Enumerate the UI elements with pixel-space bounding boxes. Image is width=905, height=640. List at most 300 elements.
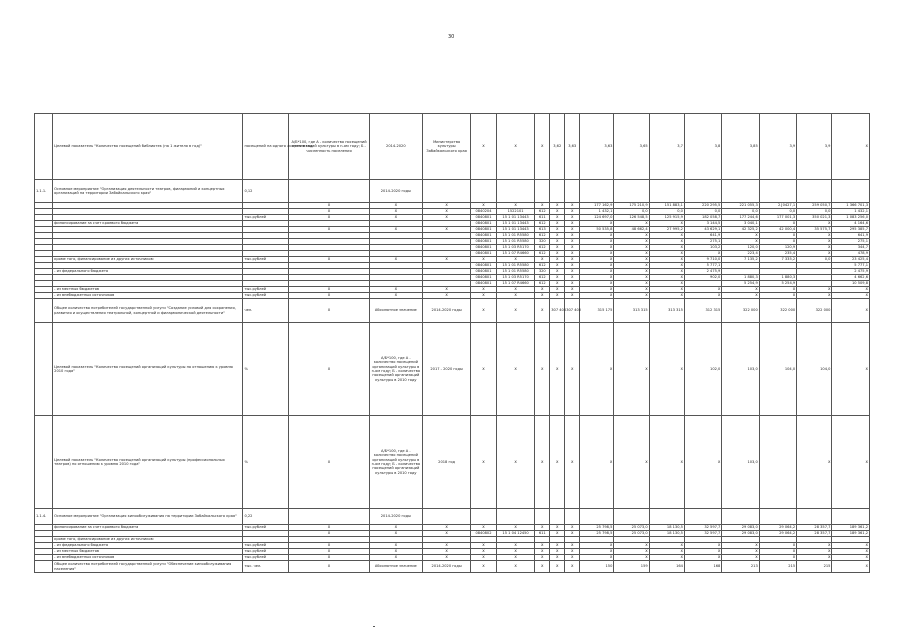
table-cell: 215 <box>759 561 796 573</box>
table-cell: 2 475,9 <box>684 269 721 275</box>
description-cell: Целевой показатель "Количество посещений библиотек (на 1 жителя в год)" <box>53 114 243 180</box>
table-cell: 322 000 <box>797 299 832 323</box>
table-cell: 42 325,2 <box>722 227 759 233</box>
table-cell: Х <box>423 287 471 293</box>
table-cell: 7 335,2 <box>759 257 796 263</box>
table-cell: Х <box>759 549 796 555</box>
table-cell: 0840801 <box>471 269 497 275</box>
table-cell: 104,0 <box>759 323 796 416</box>
table-cell: 10 509,8 <box>832 281 870 287</box>
table-cell: Х <box>759 221 796 227</box>
table-cell: тыс. чел. <box>243 561 289 573</box>
table-cell: Х <box>649 257 684 263</box>
table-cell: % <box>243 416 289 509</box>
table-cell: Х <box>471 549 497 555</box>
table-cell: Х <box>797 287 832 293</box>
row-number-cell: 1.1.4. <box>35 509 53 525</box>
table-cell: Х <box>550 525 565 531</box>
table-cell: Х <box>369 257 422 263</box>
table-cell: Х <box>832 543 870 549</box>
table-cell: Х <box>649 416 684 509</box>
table-cell: Х <box>797 251 832 257</box>
table-cell: Х <box>289 531 369 537</box>
table-cell <box>649 509 684 525</box>
table-cell: A/Б*100, где А - количество посещений организаций культуры в n-ом году; Б - численность населения <box>289 114 369 180</box>
table-cell: Х <box>535 257 550 263</box>
table-cell: Х <box>289 203 369 209</box>
table-cell: Х <box>614 549 649 555</box>
table-cell: Х <box>580 293 614 299</box>
table-cell <box>684 180 721 203</box>
table-cell: Х <box>759 293 796 299</box>
table-cell: Х <box>565 525 580 531</box>
table-cell <box>580 509 614 525</box>
table-cell: 168 <box>684 561 721 573</box>
table-cell: Х <box>550 263 565 269</box>
table-cell: 182 058,7 <box>684 215 721 221</box>
table-cell: 0840801 <box>471 227 497 233</box>
table-cell <box>471 509 497 525</box>
table-cell: Х <box>614 555 649 561</box>
table-cell: 3,9 <box>759 114 796 180</box>
table-cell: Х <box>649 293 684 299</box>
table-cell: Х <box>832 549 870 555</box>
table-cell: 15 1 01 R5580 <box>496 233 534 239</box>
table-cell: 3,85 <box>722 114 759 180</box>
table-cell <box>565 509 580 525</box>
table-cell: 4 164,6 <box>832 221 870 227</box>
table-cell: 223,4 <box>722 251 759 257</box>
table-cell: 221 055,3 <box>722 203 759 209</box>
table-cell: 0840801 <box>471 215 497 221</box>
table-cell: Х <box>550 287 565 293</box>
table-cell: Х <box>614 269 649 275</box>
table-cell: 2014-2020 годы <box>423 299 471 323</box>
table-cell: 0,0 <box>649 209 684 215</box>
table-cell: 2014-2020 годы <box>423 561 471 573</box>
table-cell: 3 144,5 <box>684 221 721 227</box>
table-row <box>35 561 870 573</box>
table-cell: 1 432,1 <box>580 209 614 215</box>
table-cell: тыс.рублей <box>243 543 289 549</box>
table-cell: 0840801 <box>471 251 497 257</box>
table-cell: 344,7 <box>832 245 870 251</box>
table-row <box>35 416 870 509</box>
table-cell: 104,0 <box>797 323 832 416</box>
table-cell: 320 <box>535 239 550 245</box>
table-cell: 0840802 <box>471 531 497 537</box>
table-cell: 189 361,2 <box>832 531 870 537</box>
table-cell: Х <box>797 543 832 549</box>
table-cell: Х <box>565 215 580 221</box>
table-cell: посещений на одного жителя в год <box>243 114 289 180</box>
table-cell: Х <box>832 561 870 573</box>
table-cell: чел. <box>243 299 289 323</box>
table-cell: Х <box>565 323 580 416</box>
table-cell: 1 083 256,0 <box>832 215 870 221</box>
table-cell <box>759 509 796 525</box>
table-cell: Х <box>580 263 614 269</box>
table-cell: тыс.рублей <box>243 215 289 221</box>
table-cell: Х <box>580 275 614 281</box>
table-cell: Х <box>580 549 614 555</box>
table-cell: Х <box>550 239 565 245</box>
table-cell: 4 662,6 <box>832 275 870 281</box>
table-cell: Х <box>496 114 534 180</box>
table-cell: 2014-2020 годы <box>369 180 422 203</box>
table-cell: 103,0 <box>722 323 759 416</box>
table-cell: 151 883,1 <box>649 203 684 209</box>
table-cell: Х <box>565 257 580 263</box>
table-cell: 235,4 <box>759 251 796 257</box>
table-cell: Х <box>565 251 580 257</box>
table-cell: Х <box>369 215 422 221</box>
table-cell: Х <box>535 114 550 180</box>
table-cell: 2014-2020 годы <box>369 509 422 525</box>
table-cell: 15 1 01 13443 <box>496 215 534 221</box>
table-cell: 35 575,7 <box>797 227 832 233</box>
table-cell: 2{0427,1 <box>759 203 796 209</box>
table-cell: Х <box>496 299 534 323</box>
table-cell: Х <box>550 203 565 209</box>
table-cell: Х <box>614 257 649 263</box>
table-cell: 25 798,5 <box>580 531 614 537</box>
table-cell: 3,7 <box>649 114 684 180</box>
table-cell: Х <box>423 525 471 531</box>
table-cell: Х <box>580 287 614 293</box>
table-cell: 125 915,9 <box>649 215 684 221</box>
table-cell: Х <box>423 227 471 233</box>
table-cell: 0840801 <box>471 233 497 239</box>
table-cell: 15 1 01 13443 <box>496 221 534 227</box>
description-cell: Целевой показатель "Количество посещений организаций культуры по отношению к уровню 2010 года" <box>53 323 243 416</box>
table-cell: Х <box>797 239 832 245</box>
table-cell <box>496 509 534 525</box>
table-cell: 275,1 <box>684 239 721 245</box>
table-cell: 175 210,9 <box>614 203 649 209</box>
description-cell: - из местных бюджетов <box>53 287 243 293</box>
table-cell: Х <box>565 233 580 239</box>
table-cell: 15 1 03 R5170 <box>496 275 534 281</box>
description-cell: финансирование за счет краевого бюджета <box>53 221 243 227</box>
table-cell: Х <box>722 287 759 293</box>
scan-mark <box>373 626 375 627</box>
table-cell: Х <box>496 543 534 549</box>
table-cell: 322 000 <box>722 299 759 323</box>
table-cell: Х <box>684 287 721 293</box>
table-cell: Х <box>565 269 580 275</box>
table-cell: Х <box>471 293 497 299</box>
table-cell: 28 357,7 <box>797 531 832 537</box>
table-cell: % <box>243 323 289 416</box>
table-cell: 611 <box>535 531 550 537</box>
table-cell: 1 880,3 <box>759 275 796 281</box>
table-cell: 15 1 07 R4660 <box>496 281 534 287</box>
table-cell: Х <box>580 233 614 239</box>
table-cell: 322 000 <box>759 299 796 323</box>
table-cell: Х <box>797 221 832 227</box>
table-cell: Х <box>614 543 649 549</box>
table-cell <box>423 509 471 525</box>
table-cell: Х <box>759 287 796 293</box>
description-cell: Общее количество потребителей государственной услуги "Обеспечение кинообслуживания населения" <box>53 561 243 573</box>
table-cell: тыс.рублей <box>243 549 289 555</box>
table-cell: Х <box>649 281 684 287</box>
table-cell: тыс.рублей <box>243 257 289 263</box>
table-cell: Х <box>550 269 565 275</box>
table-cell: Х <box>722 555 759 561</box>
table-cell: Х <box>423 203 471 209</box>
table-cell: 213 <box>722 561 759 573</box>
table-cell: тыс.рублей <box>243 525 289 531</box>
table-cell: Х <box>289 287 369 293</box>
table-cell <box>471 180 497 203</box>
table-cell <box>684 509 721 525</box>
table-cell: 0840801 <box>471 281 497 287</box>
table-cell: Х <box>369 543 422 549</box>
table-cell: Х <box>832 299 870 323</box>
table-cell: 15 1 04 12450 <box>496 531 534 537</box>
table-cell: 275,1 <box>832 239 870 245</box>
table-cell: Х <box>580 257 614 263</box>
table-cell: Х <box>565 531 580 537</box>
table-cell: Х <box>797 549 832 555</box>
table-cell: Х <box>496 257 534 263</box>
table-cell: 259 050,7 <box>797 203 832 209</box>
table-cell: 3,63 <box>565 114 580 180</box>
table-cell: Х <box>684 251 721 257</box>
table-cell: Х <box>614 416 649 509</box>
table-cell: Х <box>565 227 580 233</box>
table-cell: Х <box>797 245 832 251</box>
table-cell: 295 385,7 <box>832 227 870 233</box>
table-cell: 0840801 <box>471 263 497 269</box>
description-cell: - из внебюджетных источников <box>53 555 243 561</box>
table-cell: 5 254,9 <box>722 281 759 287</box>
table-cell: Х <box>535 293 550 299</box>
table-cell: Х <box>832 293 870 299</box>
table-cell: Х <box>649 263 684 269</box>
table-cell: 48 662,4 <box>614 227 649 233</box>
table-cell: Х <box>614 245 649 251</box>
table-cell: тыс.рублей <box>243 293 289 299</box>
table-cell: 2 475,9 <box>832 269 870 275</box>
table-cell: Х <box>580 543 614 549</box>
table-cell: Х <box>565 221 580 227</box>
table-cell: Х <box>550 275 565 281</box>
table-cell: Х <box>649 245 684 251</box>
table-cell <box>550 180 565 203</box>
table-cell: Х <box>423 543 471 549</box>
table-cell: Х <box>649 221 684 227</box>
table-cell: Х <box>369 525 422 531</box>
table-cell: Х <box>550 561 565 573</box>
table-cell: 29 064,2 <box>759 531 796 537</box>
table-cell <box>423 180 471 203</box>
table-cell: A/Б*100, где А - количество посещений организаций культуры в n-ом году; Б - количество посещений организаций культуры в 2010 году <box>369 323 422 416</box>
table-cell: 611 <box>535 215 550 221</box>
table-cell: Х <box>496 561 534 573</box>
table-cell: Х <box>580 281 614 287</box>
table-cell: Х <box>614 293 649 299</box>
table-cell: Х <box>722 233 759 239</box>
table-cell <box>535 180 550 203</box>
table-row <box>35 299 870 323</box>
table-cell: Х <box>471 543 497 549</box>
table-cell: Х <box>550 245 565 251</box>
table-cell: тыс.рублей <box>243 555 289 561</box>
table-cell: 177 244,6 <box>722 215 759 221</box>
table-cell: Х <box>496 293 534 299</box>
table-cell: Х <box>759 555 796 561</box>
table-cell: Х <box>614 323 649 416</box>
description-cell: Основное мероприятие "Организация кинообслуживания на территории Забайкальского края" <box>53 509 243 525</box>
table-cell: Х <box>580 323 614 416</box>
table-cell: Х <box>289 299 369 323</box>
table-cell: Х <box>289 561 369 573</box>
table-cell: Х <box>649 543 684 549</box>
table-cell: 164 <box>649 561 684 573</box>
table-cell: 15 1 01 13443 <box>496 227 534 233</box>
table-cell <box>614 180 649 203</box>
table-cell: 3,63 <box>580 114 614 180</box>
table-cell: Х <box>289 209 369 215</box>
table-cell: Х <box>722 293 759 299</box>
table-cell <box>649 180 684 203</box>
table-cell: 102,0 <box>684 323 721 416</box>
table-cell: Абсолютное значение <box>369 561 422 573</box>
row-number-cell <box>35 323 53 416</box>
table-cell: Х <box>423 531 471 537</box>
table-cell: Х <box>423 549 471 555</box>
table-cell: 103,2 <box>684 245 721 251</box>
table-cell: 3,65 <box>614 114 649 180</box>
table-cell: Х <box>722 239 759 245</box>
description-cell: Основное мероприятие "Организация деятельности театров, филармоний и концертных организаций на территории Забайкальского края" <box>53 180 243 203</box>
table-cell: 25 798,5 <box>580 525 614 531</box>
table-cell: 32 597,7 <box>684 525 721 531</box>
table-cell <box>496 180 534 203</box>
table-cell <box>565 180 580 203</box>
table-cell: Х <box>369 531 422 537</box>
table-cell: Х <box>369 287 422 293</box>
table-cell: 220 295,5 <box>684 203 721 209</box>
table-cell: Х <box>614 281 649 287</box>
table-cell: Х <box>535 543 550 549</box>
table-cell: Х <box>471 299 497 323</box>
table-cell: 9 710,0 <box>684 257 721 263</box>
table-cell: Х <box>759 233 796 239</box>
table-cell: Х <box>289 416 369 509</box>
table-cell: 32 597,7 <box>684 531 721 537</box>
table-cell: 612 <box>535 245 550 251</box>
row-number-cell <box>35 561 53 573</box>
table-cell: Х <box>565 263 580 269</box>
table-cell: Х <box>832 323 870 416</box>
table-cell <box>722 180 759 203</box>
table-cell <box>614 509 649 525</box>
table-cell: 0,22 <box>243 509 289 525</box>
table-cell: Х <box>565 245 580 251</box>
table-cell: 320 <box>535 269 550 275</box>
table-cell: Х <box>496 555 534 561</box>
table-cell: Х <box>471 561 497 573</box>
table-cell: Х <box>649 233 684 239</box>
table-cell: Х <box>550 281 565 287</box>
table-cell: 1522101 <box>496 209 534 215</box>
table-cell: Х <box>832 114 870 180</box>
table-cell <box>722 509 759 525</box>
table-cell: Х <box>580 239 614 245</box>
table-cell: Х <box>535 549 550 555</box>
table-cell: 0840801 <box>471 221 497 227</box>
table-cell: Х <box>565 281 580 287</box>
table-cell: 0,12 <box>243 180 289 203</box>
table-cell: Х <box>471 555 497 561</box>
table-cell: 313 315 <box>649 299 684 323</box>
table-cell: Х <box>289 555 369 561</box>
table-cell: Х <box>565 239 580 245</box>
table-cell: Х <box>797 555 832 561</box>
table-cell: Х <box>471 525 497 531</box>
table-cell: 15 1 01 R5580 <box>496 269 534 275</box>
table-cell: Х <box>535 555 550 561</box>
table-cell: Х <box>565 561 580 573</box>
description-cell: - из федерального бюджета <box>53 543 243 549</box>
table-cell: Х <box>550 543 565 549</box>
table-cell: Х <box>369 227 422 233</box>
table-cell: Х <box>550 323 565 416</box>
table-cell: 23 425,4 <box>832 257 870 263</box>
table-cell: Х <box>471 416 497 509</box>
table-cell: Х <box>535 525 550 531</box>
table-cell: Х <box>759 543 796 549</box>
table-cell: Х <box>580 245 614 251</box>
table-cell: 5 777,1 <box>832 263 870 269</box>
table-cell: 42 000,4 <box>759 227 796 233</box>
table-row <box>35 323 870 416</box>
table-cell: 189 361,2 <box>832 525 870 531</box>
table-cell: Х <box>496 323 534 416</box>
row-number-cell <box>35 299 53 323</box>
table-cell: Х <box>289 257 369 263</box>
table-cell: 0840801 <box>471 239 497 245</box>
description-cell: - из внебюджетных источников <box>53 293 243 299</box>
table-cell: Х <box>649 287 684 293</box>
table-cell: Х <box>550 227 565 233</box>
table-cell: Х <box>797 416 832 509</box>
table-cell: Х <box>423 209 471 215</box>
table-cell: 612 <box>535 281 550 287</box>
table-cell: 0,0 <box>759 209 796 215</box>
table-cell: 612 <box>535 263 550 269</box>
table-cell: 0,0 <box>684 209 721 215</box>
table-cell: Х <box>565 275 580 281</box>
table-cell: 25 073,0 <box>614 531 649 537</box>
table-cell: 126 548,5 <box>614 215 649 221</box>
table-cell: 2018 год <box>423 416 471 509</box>
table-cell: 612 <box>535 275 550 281</box>
table-cell: Х <box>289 323 369 416</box>
table-cell: 902,0 <box>684 275 721 281</box>
table-cell: 315 175 <box>580 299 614 323</box>
table-row <box>35 509 870 525</box>
table-cell: 159 <box>614 561 649 573</box>
table-cell: Х <box>369 293 422 299</box>
page-number: 30 <box>448 34 455 40</box>
table-cell: 641,9 <box>684 233 721 239</box>
table-cell: Х <box>649 323 684 416</box>
